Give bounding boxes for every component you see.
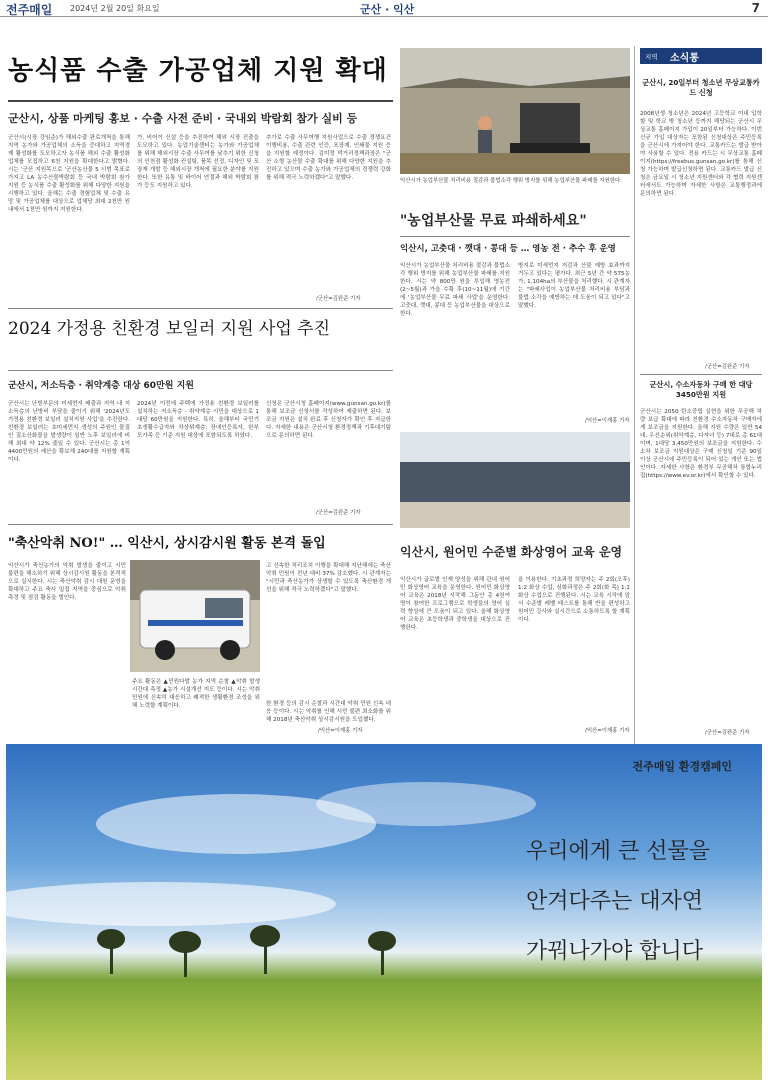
divider <box>640 374 762 375</box>
article1-subhead: 군산시, 상품 마케팅 홍보 · 수출 사전 준비 · 국내외 박람회 참가 실비 등 <box>8 112 358 125</box>
sidebar-item1-title: 군산시, 20일부터 청소년 무상교통카드 신청 <box>642 78 760 97</box>
divider <box>400 236 630 237</box>
article3-headline: "축산악취 NO!" … 익산시, 상시감시원 활동 본격 돌입 <box>8 536 326 551</box>
article2-byline: /군산=김완준 기자 <box>316 510 361 516</box>
article1-headline: 농식품 수출 가공업체 지원 확대 <box>8 56 388 86</box>
article4-subhead: 익산시, 고춧대 · 깻대 · 콩대 등 … 영농 전 · 추수 후 운영 <box>400 244 616 254</box>
article1-col1: 군산시(시장 강임준)가 해외수출 판로개척을 통해 지역 농가와 가공업체의 소득을 증대하고 지역경제 활성화를 도모하고자 농식품 해외 수출 활성화업체를 모집하고 6천 지원을 확대한다고 밝혔다. 시는 '군산 지원목으로 '군산농산물 5 시범 목표로 가지고 LA 농수산물박람회 등 국내 박람회 참가 지원 등 농식품 수출 활성화를 위해 다양한 지원을 시행하고 있다. 올해는 수출 경험업체 및 수출 유망 및 가공업체를 대상으로 업체당 최대 2천만 원 내에서 1천만 원까지 지원한다. <box>8 135 130 213</box>
divider <box>8 308 393 309</box>
article3-byline: /익산=이재홍 기자 <box>318 728 363 734</box>
article4-col2: 방지로 미세먼지 저감과 산불 예방 효과까지 거두고 있다는 평가다. 최근 5년 간 약 575농가, 1,104ha의 부산물을 처리했다. 시 관계자는 "파쇄사업이 농업부산물 처리비용 부담과 불법 소각을 예방하는 데 도움이 되고 있다"고 말했다. <box>518 263 630 309</box>
section-title: 군산 · 익산 <box>360 3 415 16</box>
sidebar-header <box>640 48 762 64</box>
environment-campaign-ad <box>6 744 762 1080</box>
article1-byline: /군산=김완준 기자 <box>316 296 361 302</box>
ad-line1: 우리에게 큰 선물을 <box>526 839 711 864</box>
sidebar-item2-title: 군산시, 수소자동차 구매 한 대당 3450만원 지원 <box>649 380 753 399</box>
sidebar-item2-body: 군산시는 2050 탄소중립 실현을 위한 무공해 차량 보급 확대에 따라 친환경 수소자동차 구매자에게 보조금을 지원한다. 올해 지원 수량은 일반 54대, 우선순위(취약계층, 다자녀 등) 7대로 총 61대이며, 1대당 3,450만원의 보조금을 지원한다. 수소차 보조금 지원대상은 구매 신청일 기준 90일 이상 군산시에 주민등록이 되어 있는 개인 또는 법인이다. 자세한 사항은 환경부 무공해차 통합누리집(https://www.ev.or.kr)에서 확인할 수 있다. <box>640 409 762 479</box>
group-photo <box>400 432 630 528</box>
article3-col4: 고 신속한 처리조치 이행을 확대해 지난해에는 축산악취 민원이 전년 대비 37% 감소했다. 시 관계자는 "시민과 축산농가가 상생할 수 있도록 축산환경 개선을 위해 적극 노력하겠다"고 말했다. <box>266 563 391 593</box>
article5-col2: 을 이용한다. 기초과정 희망자는 주 2회(오후) 1:2 화상 수업, 심화과정은 주 2회(화 목) 1:1 화상 수업으로 진행된다. 시는 교육 시작에 앞서 수준별 레벨 테스트를 통해 반을 편성하고 원어민 강사와 실시간으로 소통하도록 할 계획이다. <box>518 577 630 623</box>
sidebar-label-big: 소식통 <box>670 53 699 64</box>
article2-col1: 군산시는 난방부문의 미세먼지 배출과 지역 내 저소득층의 난방비 부담을 줄이기 위해 '2024년도 가정용 친환경 보일러 설치지원 사업'을 추진한다. 친환경 보일러는 초미세먼지 생성의 주원인 물질인 질소산화물을 발생량이 일반 노후 보일러에 비해 최대 약 12% 줄일 수 있다. 군산시는 총 1억4400만원의 예산을 확보해 240대를 지원할 계획이다. <box>8 401 130 463</box>
article4-headline: "농업부산물 무료 파쇄하세요" <box>400 213 587 229</box>
article4-byline: /익산=이재홍 기자 <box>585 418 630 424</box>
article2-col2: 2024년 이전에 주택에 가정용 친환경 보일러를 설치하는 저소득층 · 취약계층 시민을 대상으로 1대당 60만원을 지원한다. 특히, 올해부터 국민기초생활수급자와 차상위계층, 장애인등록자, 한부모가족 등 기준 지원 대상에 포함되도록 하였다. <box>137 401 259 439</box>
divider <box>8 370 393 371</box>
issue-date: 2024년 2월 20일 화요일 <box>70 4 160 13</box>
page-number: 7 <box>751 1 760 15</box>
article1-col2: 가, 비어이 신설 등을 추진하여 해외 시장 진출을 도모하고 있다. 농업기술센터는 농가와 가공업체를 위해 해외시장 수출 사무여를 낮추기 위한 신청의 인천점 활성화 컨설팅, 품목 선정, 디자인 및 포장재 개발 등 해외시장 개척에 필요한 분야를 지원한다. 또한 유통 및 바이어 연결과 해외 박람회 참가 등도 지원하고 있다. <box>137 135 259 189</box>
article3-col1: 익산시가 축산농가의 악취 발생을 줄이고 시민 불편을 해소하기 위해 상시감시원 활동을 본격적으로 실시한다. 시는 축산악취 감시 대원 운영을 확대하고 주요 축사 밀집 지역을 중심으로 악취 측정 및 점검 활동을 벌인다. <box>8 563 126 601</box>
article5-headline: 익산시, 원어민 수준별 화상영어 교육 운영 <box>400 545 623 559</box>
sidebar-item1-byline: /군산=김완준 기자 <box>705 364 750 370</box>
article2-subhead: 군산시, 저소득층 · 취약계층 대상 60만원 지원 <box>8 381 194 391</box>
ad-line3: 가꿔나가야 합니다 <box>526 939 704 964</box>
newspaper-name: 전주매일 <box>6 3 53 17</box>
article5-col1: 익산시가 글로벌 인재 양성을 위해 관내 원어민 화상영어 교육을 운영한다. 원어민 화상영어 교육은 2018년 시작해 그동안 총 4천여 명이 참여한 프로그램으로 학생들의 영어 실력 향상에 큰 도움이 되고 있다. 올해 화상영어 교육은 초등학생과 중학생을 대상으로 진행한다. <box>400 577 510 631</box>
sidebar-item2-byline: /군산=김완준 기자 <box>705 730 750 736</box>
ad-line2: 안겨다주는 대자연 <box>526 889 704 914</box>
divider <box>8 524 393 525</box>
ad-brand: 전주매일 환경캠페인 <box>632 760 732 773</box>
article3-col2: 주요 활동은 ▲민원다발 농가 지역 순찰 ▲악취 발생 시간대 측정 ▲농가 시설개선 지도 등이다. 시는 악취 민원에 신속히 대응하고 쾌적한 생활환경 조성을 위해 노력할 계획이다. <box>132 679 260 709</box>
article1-col3: 추가로 수출 사무여행 지원사업으로 수출 경쟁요건 이행비용, 수출 관련 인증, 포장재, 인쇄물 지원 등을 지원할 예정이다. 김미정 먹거리정책과장은 "군산 소형 농산물 수출 확대를 위해 다양한 지원을 추진하고 있으며 수출 농가와 가공업체의 경쟁력 강화를 위해 적극 노력하겠다"고 말했다. <box>266 135 391 181</box>
article5-byline: /익산=이재홍 기자 <box>585 728 630 734</box>
article3-col3: 한 환경 등의 감시 순찰과 시간대 악취 민원 신속 대응 등이다. 시는 악취를 인해 시민 불편 최소화를 위해 2018년 축산악취 상시감시원을 도입했다. <box>266 701 391 723</box>
page-header <box>0 0 768 17</box>
divider <box>8 100 393 102</box>
sidebar-label-small: 지역 <box>645 53 658 61</box>
article2-col3: 신청은 군산시청 홈페이지(www.gunsan.go.kr)를 통해 보조금 신청서를 작성하여 제출하면 된다. 보조금 지원은 설치 완료 후 신청자가 확인 후 지급한다. 자세한 내용은 군산시청 환경정책과 기후대기팀으로 문의하면 된다. <box>266 401 391 439</box>
article4-col1: 익산시가 농업부산물 처리비용 절감과 불법소각 행위 방지를 위해 농업부산물 파쇄를 지원한다. 시는 약 800만 원을 투입해 영농전(2~5월)과 가을 수확 후(10~11월)에 기간에 '농업부산물 무료 파쇄 사업'을 운영한다. 고춧대, 깻대, 콩대 등 농업부산물을 대상으로 한다. <box>400 263 510 317</box>
article2-headline: 2024 가정용 친환경 보일러 지원 사업 추진 <box>8 319 331 339</box>
photo1-caption: 익산시가 농업부산물 처리비용 절감과 불법소각 행위 방지를 위해 농업부산물 파쇄를 지원한다. <box>400 178 622 184</box>
sidebar-item1-body: 2008년생 청소년은 2024년 고등학교 이내 입학할 및 학교 밖 청소년 등까지 해당되는 군산시 무상교통 홈페이지 가입이 20일부터 가능하다. 이번 신규 가입 대상자는 포함된 신청대상은 주민등록을 군산시에 가져어야 한다. 교통카드는 발급 받아야 사용할 수 있다. 전용 카드는 시 무상교통 홈페이지(https://freebus.gunsan.go.kr)를 통해 신청 가능하며 발급신청하면 된다. 교통카드 발급 신청은 금요일 시 청소년 지원센터와 각 협력 지원센터에서도 가능하며 자세한 사항은 교통행정과에 문의하면 된다. <box>640 111 762 197</box>
ambulance-photo <box>130 560 260 672</box>
shredder-photo <box>400 48 630 174</box>
